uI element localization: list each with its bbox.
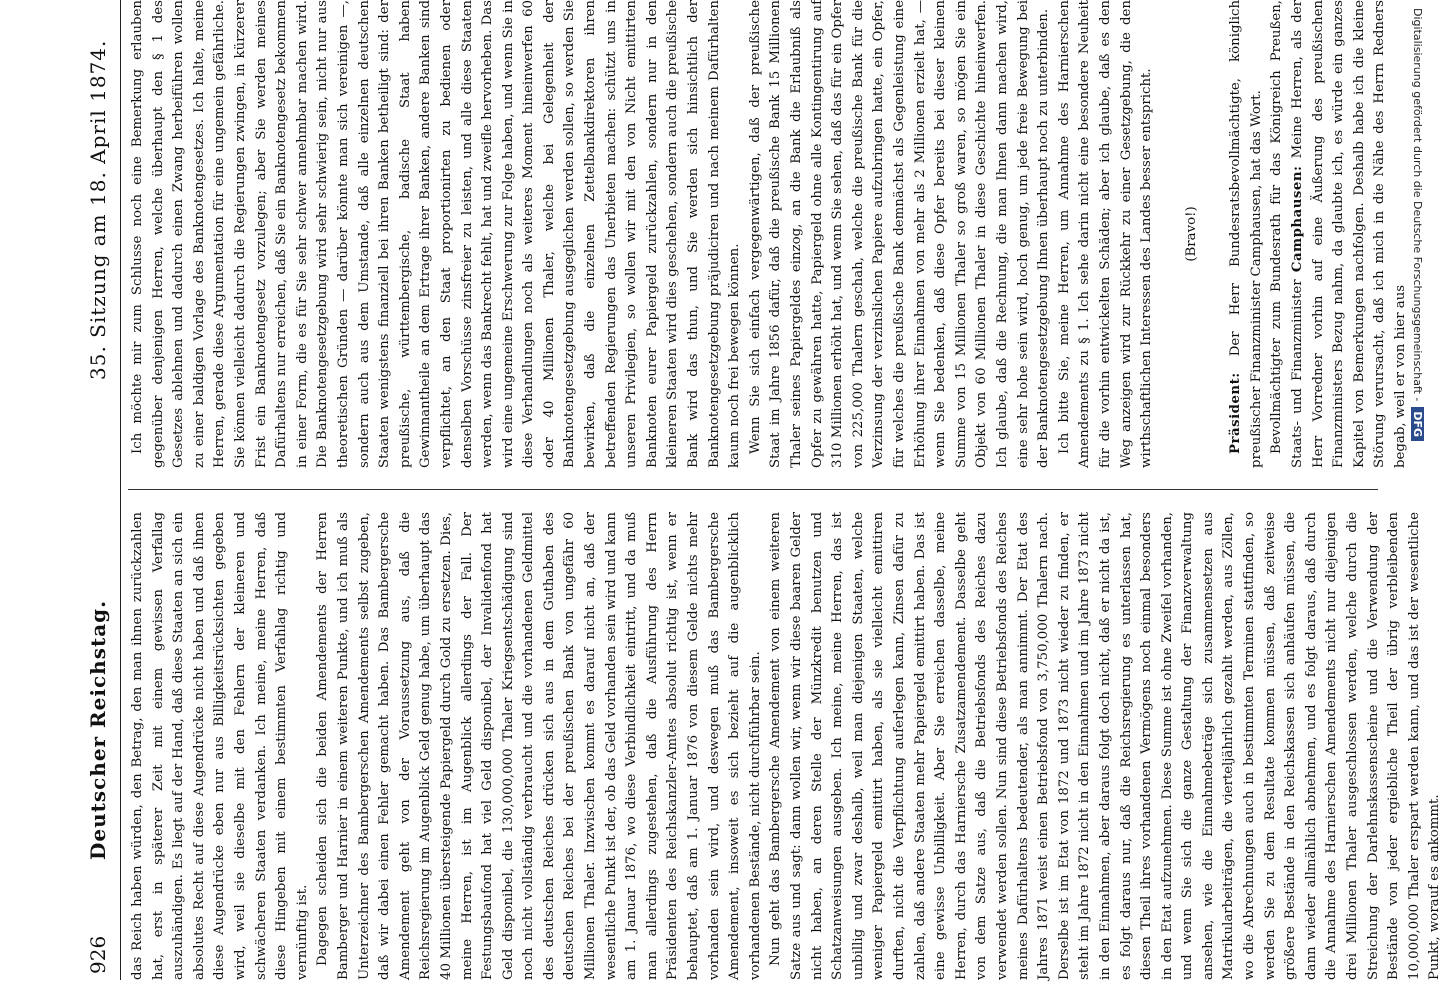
paragraph: Ich bitte Sie, meine Herren, um Annahme des Harnierschen Amendements zu § 1. Ich sehe darin nicht eine besondere Neuheit für die vorhin entwickelten Schäden; aber ich glaube, daß es den Weg anzeigen wird zur Rückkehr zu einer Gesetzgebung, die den wirthschaftlichen Interessen des Landes besser entspricht. [1056,0,1155,468]
dfg-logo: DFG [1411,407,1424,441]
credit-line [1406,8,1424,988]
president-text: Der Herr Bundesratsbevollmächtigte, königlich preußischer Finanzminister Camphausen, hat das Wort. [1228,0,1264,468]
minister-paragraph [1267,0,1411,468]
president-paragraph [1226,0,1267,468]
applause-note: (Bravo!) [1183,206,1199,262]
publication-title: Deutscher Reichstag. [86,599,110,860]
paragraph: Nun geht das Bambergersche Amendement von einem weiteren Satze aus und sagt: dann wollen wir, wenn wir diese baaren Gelder nicht haben, an deren Stelle der Münzkredit benutzen und Schatzanweisungen ausgeben. Ich meine, meine Herren, das ist unbillig und zwar deshalb, weil man diejenigen Staaten, welche weniger Papiergeld emittirt haben, als sie vielleicht emittiren durften, nicht die Verpflichtung auferlegen kann, Zinsen dafür zu zahlen, daß andere Staaten mehr Papiergeld emittirt haben. Das ist eine gewisse Unbilligkeit. Aber Sie erreichen dasselbe, meine Herren, durch das Harniersche Zusatzamendement. Dasselbe geht von dem Satze aus, daß die Betriebsfonds des Reiches dazu verwendet werden sollen. Nun sind diese Betriebsfonds des Reiches meines Dafürhaltens bedeutender, als man annimmt. Der Etat des Jahres 1871 weist einen Betriebsfond von 3,750,000 Thalern nach. Derselbe ist im Etat von 1872 und 1873 nicht wieder zu finden, er steht im Jahre 1872 nicht in den Einnahmen und im Jahre 1873 nicht in den Einnahmen, aber daraus folgt doch nicht, daß er nicht da ist, es folgt daraus nur, daß die Reichsregierung es unterlassen hat, diesen Theil ihres vorhandenen Vermögens noch einmal besonders in den Etat aufzunehmen. Diese Summe ist ohne Zweifel vorhanden, und wenn Sie sich die ganze Gestaltung der Finanzverwaltung ansehen, wie die Einnahmebeträge sich zusammensetzen aus Matrikularbeiträgen, die vierteljährlich gezahlt werden, aus Zöllen, wo die Abrechnungen auch in bestimmten Terminen stattfinden, so werden Sie zu dem Resultate kommen müssen, daß zeitweise größere Bestände in den Reichskassen sich anhäufen müssen, die dann wieder allmählich abnehmen, und es folgt daraus, daß durch die Annahme des Harnierschen Amendements nicht nur diejenigen drei Millionen Thaler ausgeschlossen werden, welche durch die Streichung der Darlehnskassenscheine und die Verwendung der Bestände von jeder ergiebliche Theil der übrig verbleibenden 10,000,000 Thaler erspart werden kann, und das ist der wesentliche Punkt, worauf es ankommt. [768,512,1443,980]
minister-text: Meine Herren, als der Herr Vorredner vorhin auf eine Äußerung des preußischen Finanzministers Bezug nahm, da glaubte ich, es würde ein ganzes Kapitel von Bemerkungen nachfolgen. Deshalb habe ich die kleine Störung verursacht, daß ich mich in die Nähe des Herrn Redners begab, weil er von hier aus [1290,0,1409,468]
digitization-credit [1406,8,1428,998]
paragraph: Wenn Sie sich einfach vergegenwärtigen, daß der preußische Staat im Jahre 1856 dafür, daß die preußische Bank 15 Millionen Thaler seines Papiergeldes einzog, an die Bank die Erlaubniß als Opfer zu gewähren hatte, Papiergeld ohne alle Kontingentirung auf 310 Millionen erhöht hat, und wenn Sie sehen, daß das für ein Opfer von 225,000 Thalern geschah, welche die preußische Bank für die Verzinsung der verzinslichen Papiere aufzubringen hatte, ein Opfer, für welches die preußische Bank demnächst als Gegenleistung eine Erhöhung ihrer Einnahmen von mehr als 2 Millionen erzielt hat, — wenn Sie bedenken, daß diese Opfer bereits bei dieser kleinen Summe von 15 Millionen Thaler so groß waren, so mögen Sie ein Objekt von 60 Millionen Thaler in diese Geschichte hineinwerfen. Ich glaube, daß die Rechnung, die man Ihnen dann machen wird, eine sehr hohe sein wird, hoch genug, um jede freie Bewegung bei der Banknotengesetzgebung Ihnen überhaupt noch zu unterbinden. [747,0,1052,468]
minister-name: Camphausen: [1290,165,1306,273]
paragraph: das Reich haben würden, den Betrag, den man ihnen zurückzahlen hat, erst in späterer Zeit mit einem gewissen Verfallag auszuhändigen. Es liegt auf der Hand, daß diese Staaten an sich ein absolutes Recht auf diese Augendrücke nicht haben und daß ihnen diese Augendrücke eben nur aus Billigkeitsrücksichten gegeben wird, weil sie dieselbe mit den Fehlern der kleineren und schwächeren Staaten verdanken. Ich meine, meine Herren, daß diese Hingeben mit einem bestimmten Verfahlag richtig und vernünftig ist. [130,512,310,980]
left-column [128,512,1446,980]
credit-text: Digitalisierung gefördert durch die Deutsche Forschungsgemeinschaft - [1411,8,1424,402]
page-number: 926 [86,935,110,974]
president-label: Präsident: [1228,372,1244,454]
right-column [128,0,1412,468]
session-date: 35. Sitzung am 18. April 1874. [86,39,110,380]
paragraph: Dagegen scheiden sich die beiden Amendements der Herren Bamberger und Harnier in einem weiteren Punkte, und ich muß als Unterzeichner des Bambergerschen Amendements selbst zugeben, daß wir dabei einen Fehler gemacht haben. Das Bambergersche Amendement geht von der Voraussetzung aus, daß die Reichsregierung im Augenblick Geld genug habe, um überhaupt das 40 Millionen übersteigende Papiergeld durch Gold zu ersetzen. Dies, meine Herren, ist im Augenblick allerdings der Fall. Der Festungsbaufond hat viel Geld disponibel, der Invalidenfond hat Geld disponibel, die 130,000,000 Thaler Kriegsentschädigung sind noch nicht vollständig verbraucht und die vorhandenen Geldmittel des deutschen Reiches drücken sich aus in dem Guthaben des deutschen Reiches bei der preußischen Bank von ungefähr 60 Millionen Thaler. Inzwischen kommt es darauf nicht an, daß der wesentliche Punkt ist der, ob das Geld vorhanden sein wird und kann am 1. Januar 1876, wo diese Verbindlichkeit eintritt, und da muß man allerdings zugestehen, daß die Ausführung des Herrn Präsidenten des Reichskanzler-Amtes absolut richtig ist, wenn er behauptet, daß am 1. Januar 1876 von diesem Gelde nichts mehr vorhanden sein wird, und deswegen muß das Bambergersche Amendement, insoweit es sich bezieht auf die augenblicklich vorhandenen Bestände, nicht durchführbar sein. [315,512,763,980]
minister-intro: Bevollmächtigter zum Bundesrath für das Königreich Preußen, Staats- und Finanzminister [1269,0,1306,468]
column-divider [128,489,1378,490]
page-header [80,0,121,980]
paragraph: Ich möchte mir zum Schlusse noch eine Bemerkung erlauben gegenüber denjenigen Herren, welche überhaupt den § 1 des Gesetzes ablehnen und dadurch einen Zwang herbeiführen wollen zu einer baldigen Vorlage des Banknotengesetzes. Ich halte, meine Herren, gerade diese Argumentation für eine ungemein gefährliche. Sie können vielleicht dadurch die Regierungen zwingen, in kürzerer Frist ein Banknotengesetz vorzulegen; aber Sie werden meines Dafürhaltens nur erreichen, daß Sie ein Banknotengesetz bekommen in einer Form, die es für Sie sehr schwer annehmbar machen wird. Die Banknotengesetzgebung wird sehr schwierig sein, nicht nur aus theoretischen Gründen — darüber könnte man sich vereinigen —, sondern auch aus dem Umstande, daß alle einzelnen deutschen Staaten wenigstens finanziell bei ihren Banken betheiligt sind: der preußische, württembergische, badische Staat haben Gewinnantheile an dem Ertrage ihrer Banken, andere Banken sind verpflichtet, an den Staat proportionirten zu bedienen oder denselben Vorschüsse zinsfreier zu leisten, und alle diese Staaten werden, wenn das Bankrecht fehlt, hat und zweifle hervorheben. Das wird eine ungemeine Erschwerung zur Folge haben, und wenn Sie in diese Verhandlungen noch als weiteres Moment hineinwerfen 60 oder 40 Millionen Thaler, welche bei Gelegenheit der Banknotengesetzgebung ausgeglichen werden sollen, so werden Sie bewirken, daß die einzelnen Zettelbankdirektoren ihren betreffenden Regierungen das Unerbieten machen: schützt uns in unseren Privilegien, so wollen wir mit den von Nicht emittirten Banknoten eurer Papiergeld zurückzahlen, sondern nur in den kleineren Staaten wird dies geschehen, sondern auch die preußische Bank wird das thun, und Sie werden sich hinsichtlich der Banknotengesetzgebung präjudiciren und nach meinem Dafürhalten kaum noch frei bewegen können. [130,0,743,468]
